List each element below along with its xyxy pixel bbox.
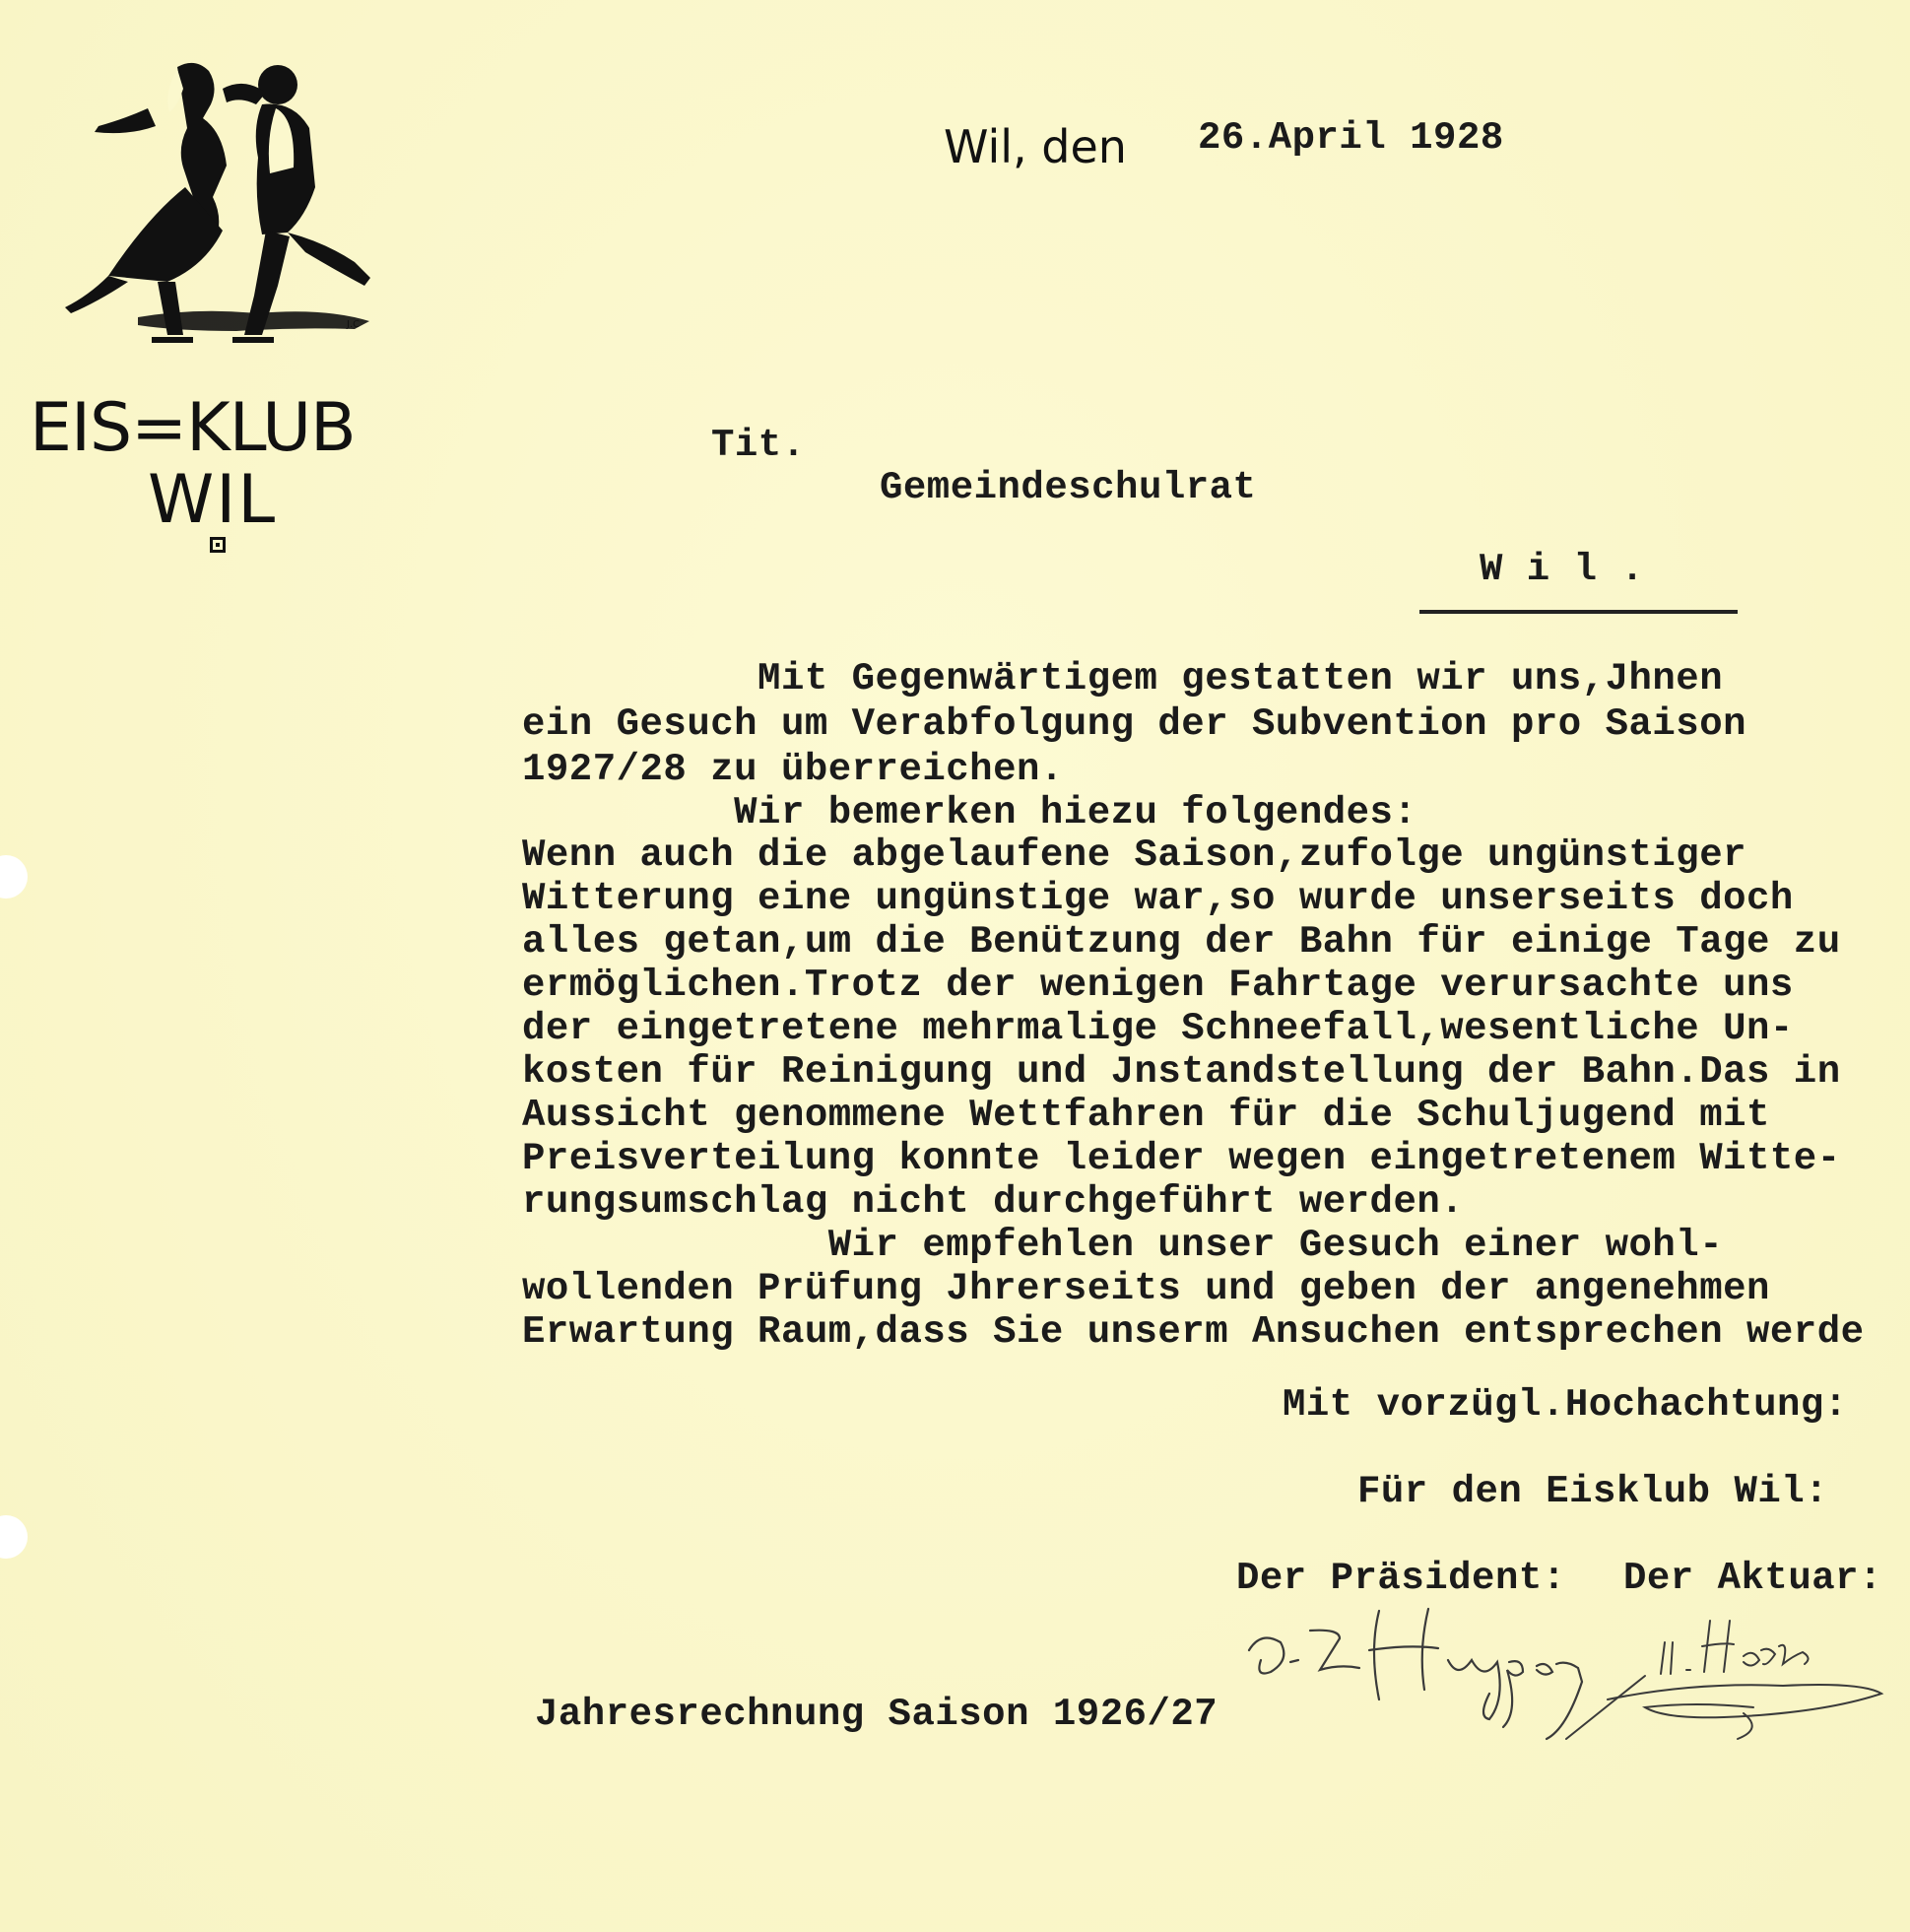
president-label: Der Präsident:: [1236, 1557, 1566, 1600]
body-line: Erwartung Raum,dass Sie unserm Ansuchen entsprechen werde: [522, 1310, 1865, 1354]
date-place-label: Wil, den: [944, 120, 1127, 173]
body-line: kosten für Reinigung und Jnstandstellung der Bahn.Das in: [522, 1050, 1841, 1094]
secretary-signature: [1566, 1621, 1881, 1739]
closing-on-behalf: Für den Eisklub Wil:: [1357, 1470, 1829, 1513]
recipient: Gemeindeschulrat: [880, 466, 1257, 509]
body-line: Aussicht genommene Wettfahren für die Schuljugend mit: [522, 1094, 1770, 1137]
body-line: ermöglichen.Trotz der wenigen Fahrtage verursachte uns: [522, 964, 1794, 1007]
address-underline: [1419, 610, 1738, 614]
letter-date: 26.April 1928: [1198, 116, 1504, 160]
body-line: Witterung eine ungünstige war,so wurde unserseits doch: [522, 877, 1794, 920]
body-line: 1927/28 zu überreichen.: [522, 748, 1064, 791]
body-line: alles getan,um die Benützung der Bahn für einige Tage zu: [522, 920, 1841, 964]
club-name-line2: WIL: [148, 461, 278, 539]
svg-text:J.C: J.C: [347, 319, 361, 330]
body-line: Mit Gegenwärtigem gestatten wir uns,Jhnen: [522, 657, 1724, 700]
body-line: Wir bemerken hiezu folgendes:: [522, 791, 1417, 834]
signatures: [1231, 1591, 1901, 1768]
closing-greeting: Mit vorzügl.Hochachtung:: [1283, 1383, 1848, 1427]
two-ice-skaters-logo: [30, 49, 404, 345]
body-line: Preisverteilung konnte leider wegen eingetretenem Witte-: [522, 1137, 1841, 1180]
secretary-label: Der Aktuar:: [1623, 1557, 1882, 1600]
club-letterhead: [20, 49, 414, 539]
body-line: der eingetretene mehrmalige Schneefall,wesentliche Un-: [522, 1007, 1794, 1050]
club-name-line1: EIS=KLUB: [30, 389, 356, 467]
body-line: Wir empfehlen unser Gesuch einer wohl-: [522, 1224, 1724, 1267]
president-signature: [1249, 1609, 1582, 1739]
salutation: Tit.: [711, 424, 806, 467]
logo-square-mark: [210, 537, 226, 553]
body-line: rungsumschlag nicht durchgeführt werden.: [522, 1180, 1465, 1224]
enclosure-note: Jahresrechnung Saison 1926/27: [535, 1693, 1218, 1736]
recipient-city: W i l .: [1480, 548, 1645, 591]
body-line: ein Gesuch um Verabfolgung der Subvention pro Saison: [522, 702, 1746, 746]
body-line: wollenden Prüfung Jhrerseits und geben der angenehmen: [522, 1267, 1770, 1310]
body-line: Wenn auch die abgelaufene Saison,zufolge ungünstiger: [522, 833, 1746, 877]
